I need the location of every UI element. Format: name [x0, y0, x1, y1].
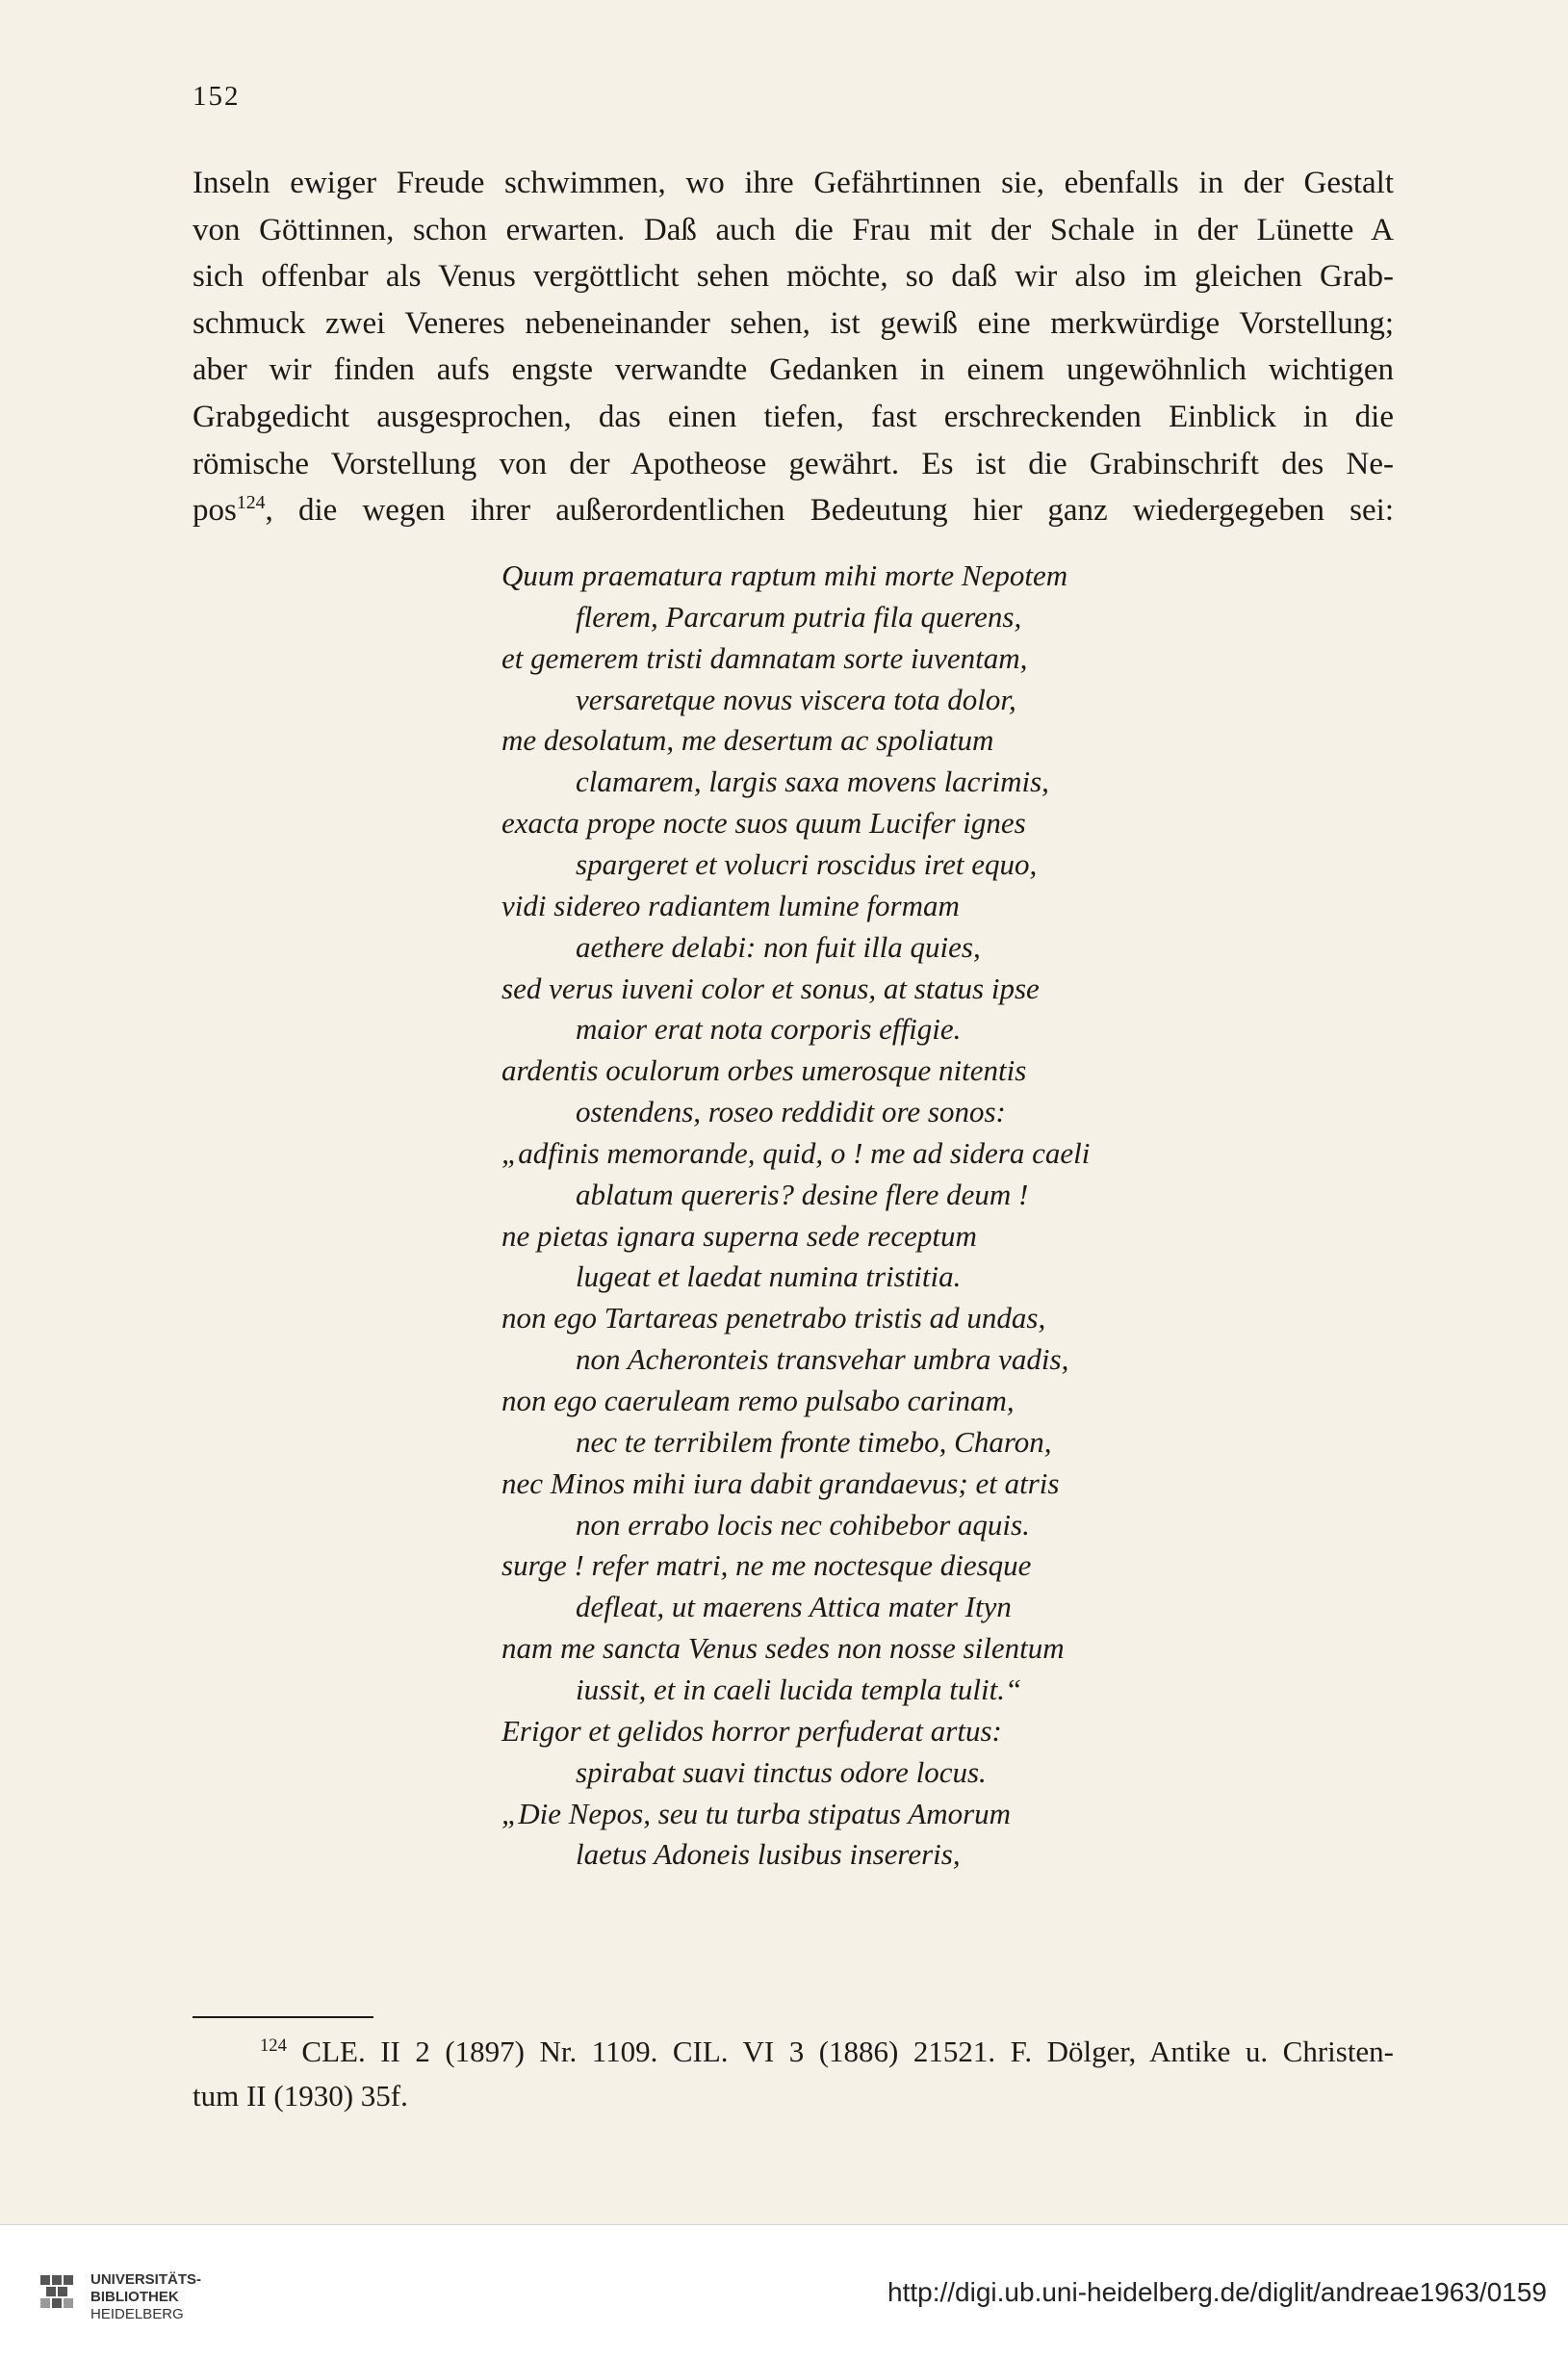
poem-line: nec te terribilem fronte timebo, Charon, — [576, 1424, 1052, 1459]
poem-line: ablatum quereris? desine flere deum ! — [576, 1177, 1029, 1211]
poem-line: nec Minos mihi iura dabit grandaevus; et atris — [501, 1465, 1060, 1500]
logo-text — [90, 2271, 201, 2323]
permalink-url[interactable]: http://digi.ub.uni-heidelberg.de/diglit/andreae1963/0159 — [887, 2277, 1547, 2307]
paragraph-text: pos — [193, 493, 237, 529]
poem-line: maior erat nota corporis effigie. — [576, 1012, 962, 1047]
poem-line: nam me sancta Venus sedes non nosse silentum — [501, 1631, 1065, 1666]
poem-line: flerem, Parcarum putria fila querens, — [576, 599, 1022, 634]
footnote-reference[interactable]: 124 — [236, 492, 266, 514]
poem-line: clamarem, largis saxa movens lacrimis, — [576, 765, 1049, 799]
poem-line: defleat, ut maerens Attica mater Ityn — [576, 1590, 1012, 1624]
paragraph-line: von Göttinnen, schon erwarten. Daß auch die Frau mit der Schale in der Lünette A — [193, 212, 1394, 247]
poem-line: surge ! refer matri, ne me noctesque diesque — [501, 1548, 1032, 1583]
paragraph-line: schmuck zwei Veneres nebeneinander sehen, ist gewiß eine merkwürdige Vorstellung; — [193, 305, 1394, 341]
poem-line: et gemerem tristi damnatam sorte iuventam, — [501, 640, 1028, 675]
footnote-line: tum II (1930) 35f. — [193, 2079, 408, 2113]
logo-line: UNIVERSITÄTS- — [90, 2271, 202, 2288]
page-number: 152 — [193, 81, 241, 112]
poem-line: „Die Nepos, seu tu turba stipatus Amorum — [501, 1796, 1012, 1830]
poem-line: Quum praematura raptum mihi morte Nepotem — [501, 558, 1068, 592]
poem-line: „adfinis memorande, quid, o ! me ad sidera caeli — [501, 1135, 1091, 1170]
poem-line: non ego Tartareas penetrabo tristis ad undas, — [501, 1301, 1046, 1335]
poem-line: aethere delabi: non fuit illa quies, — [576, 929, 981, 964]
poem-line: non ego caeruleam remo pulsabo carinam, — [501, 1384, 1015, 1417]
paragraph-line: sich offenbar als Venus vergöttlicht sehen möchte, so daß wir also im gleichen Grab- — [193, 259, 1394, 295]
poem-line: non Acheronteis transvehar umbra vadis, — [576, 1342, 1069, 1377]
paragraph-last-line — [193, 487, 1394, 534]
footnote-number: 124 — [260, 2035, 287, 2056]
footnote — [193, 2030, 1394, 2118]
poem-line: laetus Adoneis lusibus insereris, — [576, 1837, 961, 1872]
logo-mark-icon — [40, 2275, 73, 2308]
poem-line: non errabo locis nec cohibebor aquis. — [576, 1507, 1030, 1542]
poem-line: spargeret et volucri roscidus iret equo, — [576, 846, 1038, 881]
poem-line: ardentis oculorum orbes umerosque nitentis — [501, 1053, 1027, 1088]
poem-line: sed verus iuveni color et sonus, at status ipse — [501, 971, 1040, 1005]
poem-line: lugeat et laedat numina tristitia. — [576, 1259, 962, 1294]
poem-line: Erigor et gelidos horror perfuderat artus: — [501, 1713, 1002, 1748]
footnote-divider — [193, 2016, 373, 2018]
logo-line: BIBLIOTHEK — [90, 2289, 179, 2305]
poem-line: vidi sidereo radiantem lumine formam — [501, 888, 960, 922]
poem-line: me desolatum, me desertum ac spoliatum — [501, 723, 994, 758]
poem-line: exacta prope nocte suos quum Lucifer ignes — [501, 806, 1026, 841]
footnote-text: CLE. II 2 (1897) Nr. 1109. CIL. VI 3 (1886) 21521. F. Dölger, Antike u. Christen- — [301, 2035, 1395, 2068]
main-paragraph — [193, 160, 1394, 534]
viewer-footer — [0, 2224, 1568, 2359]
paragraph-line: römische Vorstellung von der Apotheose gewährt. Es ist die Grabinschrift des Ne- — [193, 446, 1394, 481]
poem-line: iussit, et in caeli lucida templa tulit.“ — [576, 1672, 1022, 1706]
footnote-line — [193, 2030, 1394, 2074]
paragraph-text: , die wegen ihrer außerordentlichen Bedeutung hier ganz wiedergegeben sei: — [265, 493, 1394, 529]
logo-line: HEIDELBERG — [90, 2306, 184, 2322]
poem-line: ne pietas ignara superna sede receptum — [501, 1218, 977, 1253]
paragraph-line: aber wir finden aufs engste verwandte Gedanken in einem ungewöhnlich wichtigen — [193, 352, 1394, 388]
poem-line: versaretque novus viscera tota dolor, — [576, 682, 1016, 716]
paragraph-line: Inseln ewiger Freude schwimmen, wo ihre Gefährtinnen sie, ebenfalls in der Gestalt — [193, 166, 1394, 200]
poem-line: ostendens, roseo reddidit ore sonos: — [576, 1095, 1006, 1129]
paragraph-line: Grabgedicht ausgesprochen, das einen tiefen, fast erschreckenden Einblick in die — [193, 399, 1394, 434]
poem-line: spirabat suavi tinctus odore locus. — [576, 1754, 987, 1789]
